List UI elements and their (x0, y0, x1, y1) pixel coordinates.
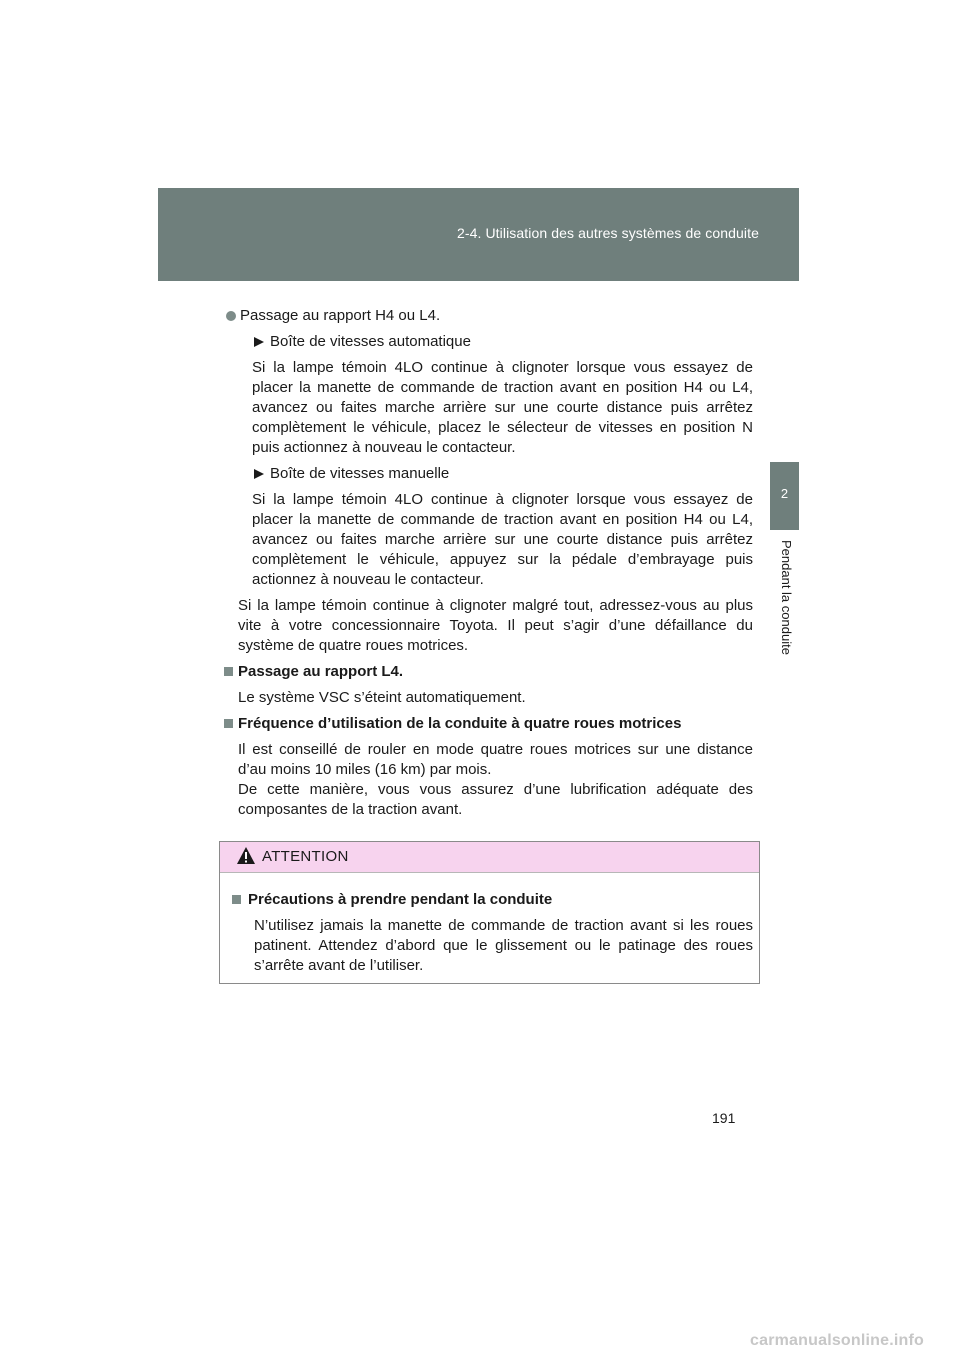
section-title: 2-4. Utilisation des autres systèmes de conduite (456, 225, 759, 241)
subheading-automatic (238, 332, 753, 352)
chapter-number: 2 (780, 486, 789, 501)
warning-header (220, 842, 759, 873)
section-heading-l4 (224, 662, 753, 682)
page-number: 191 (712, 1110, 736, 1126)
watermark: carmanualsonline.info (750, 1332, 925, 1349)
paragraph-automatic: Si la lampe témoin 4LO continue à clignoter lorsque vous essayez de placer la manette de commande de traction avant en position H4 ou L4, avancez ou faites marche arrière sur une courte distance puis arrêtez complètement le véhicule, placez le sélecteur de vitesses en position N puis actionnez à nouveau le contacteur. (252, 359, 753, 456)
square-bullet-icon (232, 895, 241, 904)
paragraph-frequency-1: Il est conseillé de rouler en mode quatre roues motrices sur une distance d’au moins 10 miles (16 km) par mois. (238, 741, 753, 778)
square-bullet-icon (224, 667, 233, 676)
warning-item-heading-text: Précautions à prendre pendant la conduite (248, 891, 553, 908)
square-bullet-icon (224, 719, 233, 728)
warning-title: ATTENTION (262, 848, 349, 865)
section-heading-frequency-text: Fréquence d’utilisation de la conduite à quatre roues motrices (238, 715, 682, 732)
chapter-label: Pendant la conduite (779, 540, 794, 655)
subheading-manual (238, 464, 753, 484)
warning-item-heading (232, 890, 753, 910)
paragraph-dealer: Si la lampe témoin continue à clignoter malgré tout, adressez-vous au plus vite à votre concessionnaire Toyota. Il peut s’agir d’une défaillance du système de quatre roues motrices. (238, 597, 753, 654)
triangle-pointer-icon (254, 469, 264, 479)
section-header-band (158, 188, 799, 281)
chapter-tab (770, 462, 799, 530)
dot-list-item (226, 306, 753, 326)
dot-item-text: Passage au rapport H4 ou L4. (240, 307, 441, 324)
paragraph-frequency-2: De cette manière, vous vous assurez d’une lubrification adéquate des composantes de la traction avant. (238, 781, 753, 818)
warning-box (219, 841, 760, 984)
section-heading-frequency (224, 714, 753, 734)
paragraph-manual: Si la lampe témoin 4LO continue à clignoter lorsque vous essayez de placer la manette de commande de traction avant en position H4 ou L4, avancez ou faites marche arrière sur une courte distance puis arrêtez complètement le véhicule, appuyez sur la pédale d’embrayage puis actionnez à nouveau le contacteur. (252, 491, 753, 588)
subheading-manual-text: Boîte de vitesses manuelle (270, 465, 450, 482)
paragraph-vsc: Le système VSC s’éteint automatiquement. (238, 689, 526, 706)
warning-body (238, 884, 753, 976)
main-content (238, 306, 753, 820)
triangle-pointer-icon (254, 337, 264, 347)
warning-triangle-icon (236, 846, 256, 866)
circle-bullet-icon (226, 311, 236, 321)
section-heading-l4-text: Passage au rapport L4. (238, 663, 404, 680)
subheading-automatic-text: Boîte de vitesses automatique (270, 333, 471, 350)
warning-text: N’utilisez jamais la manette de commande de traction avant si les roues patinent. Attendez d’abord que le glissement ou le patinage des roues s’arrête avant de l’utiliser. (254, 917, 753, 974)
